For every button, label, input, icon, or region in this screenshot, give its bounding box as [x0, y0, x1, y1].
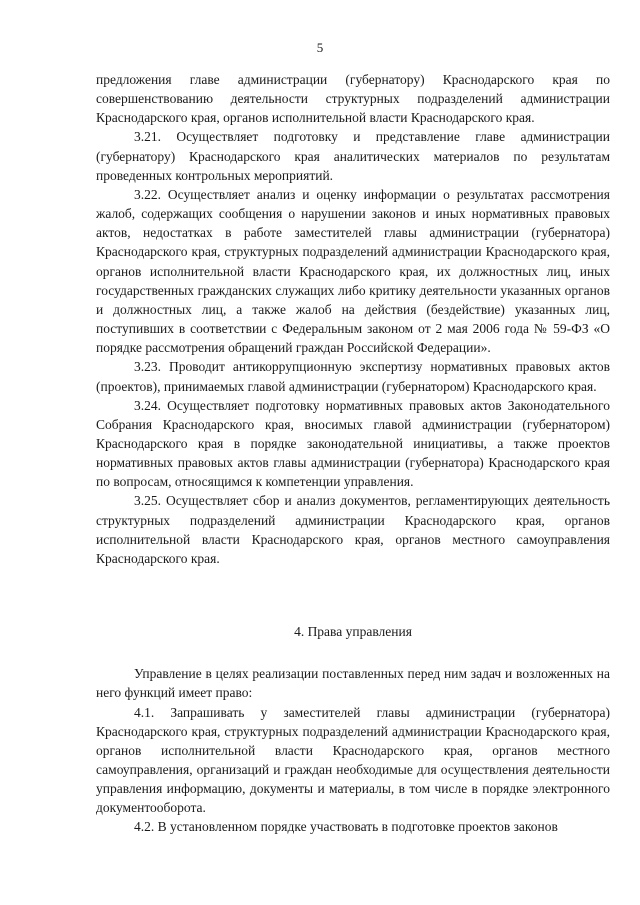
paragraph-4-2: 4.2. В установленном порядке участвовать в подготовке проектов законов	[134, 819, 558, 835]
document-body	[96, 70, 610, 837]
paragraph-3-25: 3.25. Осуществляет сбор и анализ документов, регламентирующих деятельность структурных подразделений администрации Краснодарского края, органов исполнительной власти Краснодарского края, органов местного самоуправления Краснодарского края.	[96, 493, 610, 566]
paragraph-3-22: 3.22. Осуществляет анализ и оценку информации о результатах рассмотрения жалоб, содержащих сообщения о нарушении законов и иных нормативных правовых актов, недостатках в работе заместителей главы администрации (губернатора) Краснодарского края, структурных подразделений администрации Краснодарского края, органов исполнительной власти Краснодарского края, их должностных лиц, иных государственных гражданских служащих либо критику деятельности указанных органов и должностных лиц, а также жалоб на действия (бездействие) указанных лиц, поступивших в соответствии с Федеральным законом от 2 мая 2006 года № 59-ФЗ «О порядке рассмотрения обращений граждан Российской Федерации».	[96, 186, 610, 356]
paragraph-4-intro: Управление в целях реализации поставленных перед ним задач и возложенных на него функций имеет право:	[96, 666, 610, 701]
paragraph-4-1: 4.1. Запрашивать у заместителей главы администрации (губернатора) Краснодарского края, структурных подразделений администрации Краснодарского края, органов исполнительной власти Краснодарского края, органов местного самоуправления, организаций и граждан необходимые для осуществления деятельности управления информацию, документы и материалы, в том числе в порядке электронного документооборота.	[96, 704, 610, 816]
paragraph-3-21: 3.21. Осуществляет подготовку и представление главе администрации (губернатору) Краснодарского края аналитических материалов по результатам проведенных контрольных мероприятий.	[96, 129, 610, 183]
section-title: 4. Права управления	[294, 624, 412, 640]
paragraph-3-24: 3.24. Осуществляет подготовку нормативных правовых актов Законодательного Собрания Краснодарского края, вносимых главой администрации (губернатором) Краснодарского края в порядке законодательной инициативы, а также проектов нормативных правовых актов главы администрации (губернатора) Краснодарского края по вопросам, относящимся к компетенции управления.	[96, 397, 610, 490]
paragraph-continuation: предложения главе администрации (губернатору) Краснодарского края по совершенствованию деятельности структурных подразделений администрации Краснодарского края, органов исполнительной власти Краснодарского края.	[96, 72, 610, 126]
page-number: 5	[316, 40, 324, 55]
paragraph-3-23: 3.23. Проводит антикоррупционную экспертизу нормативных правовых актов (проектов), принимаемых главой администрации (губернатором) Краснодарского края.	[96, 359, 610, 394]
